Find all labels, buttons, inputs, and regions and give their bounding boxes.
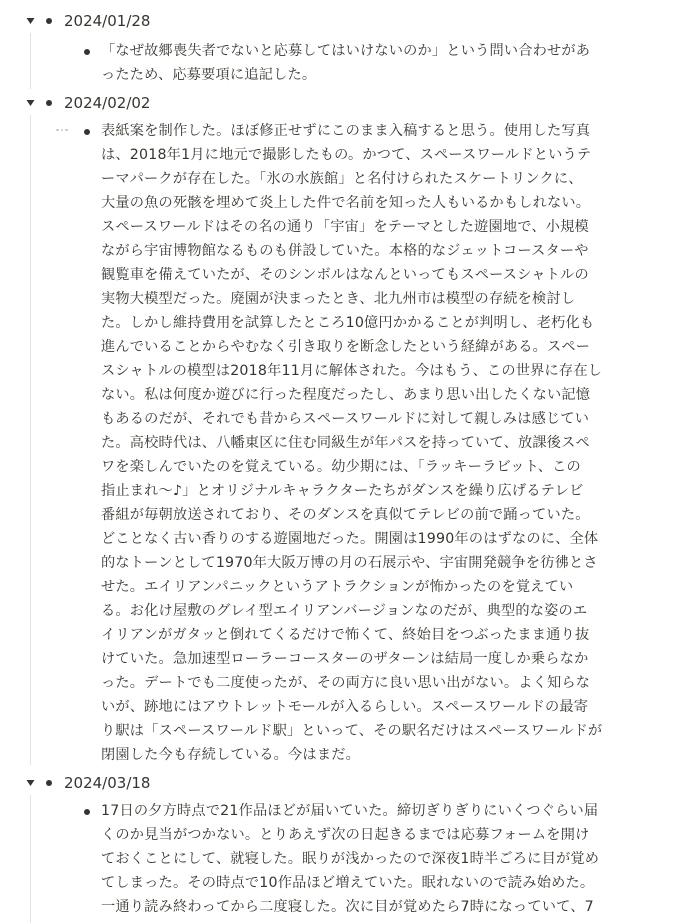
bullet-icon [84,809,90,815]
collapse-toggle-icon[interactable] [25,91,35,115]
item-text[interactable]: 「なぜ故郷喪失者でないと応募してはいけないのか」という問い合わせがあ ったため、応募要項に追記した。 [101,43,591,83]
collapse-toggle-icon[interactable] [25,9,35,33]
list-item[interactable] [0,799,673,919]
date-label: 2024/01/28 [64,12,151,30]
date-row[interactable] [0,9,673,33]
date-row[interactable] [0,771,673,795]
list-item[interactable] [0,119,673,767]
indent-guide [30,33,31,89]
collapse-toggle-icon[interactable] [25,771,35,795]
bullet-icon [46,18,52,24]
drag-handle-icon[interactable] [56,125,70,135]
list-item[interactable] [0,39,673,87]
date-label: 2024/02/02 [64,94,151,112]
date-entry [0,91,673,767]
indent-guide [30,795,31,923]
bullet-icon [46,780,52,786]
date-entry [0,9,673,87]
item-text[interactable]: 17日の夕方時点で21作品ほどが届いていた。締切ぎりぎりにいくつぐらい届 くのか見当がつかない。とりあえず次の日起きるまでは応募フォームを開け ておくことにして、就寝した。眠りが浅かったので深夜1時半ごろに目が覚め てしまった。その時点で10作品ほど増えていた。眠れないので読み始めた。 一通り読み終わってから二度寝した。次に目が覚めたら7時になっていて、7 [101,803,600,915]
date-row[interactable] [0,91,673,115]
bullet-icon [84,129,90,135]
indent-guide [30,115,31,765]
date-label: 2024/03/18 [64,774,151,792]
item-text[interactable]: 表紙案を制作した。ほぼ修正せずにこのまま入稿すると思う。使用した写真 は、2018年1月に地元で撮影したもの。かつて、スペースワールドというテ ーマパークが存在した。「氷の水族館」と名付けられたスケートリンクに、 大量の魚の死骸を埋めて炎上した件で名前を知った人もいるかもしれない。 スペースワールドはその名の通り「宇宙」をテーマとした遊園地で、小規模 ながら宇宙博物館なるものも併設していた。本格的なジェットコースターや 観覧車を備えていたが、そのシンボルはなんといってもスペースシャトルの 実物大模型だった。廃園が決まったとき、北九州市は模型の存続を検討し た。しかし維持費用を試算したところ10億円かかることが判明し、老朽化も 進んでいることからやむなく引き取りを断念したという経緯がある。スペー スシャトルの模型は2018年11月に解体された。今はもう、この世界に存在し ない。私は何度か遊びに行った程度だったし、あまり思い出したくない記憶 もあるのだが、それでも昔からスペースワールドに対して親しみは感じてい た。高校時代は、八幡東区に住む同級生が年パスを持っていて、放課後スペ ワを楽しんでいたのを覚えている。幼少期には、「ラッキーラビット、この 指止まれ〜♪」とオリジナルキャラクターたちがダンスを繰り広げるテレビ 番組が毎朝放送されており、そのダンスを真似てテレビの前で踊っていた。 どことなく古い香りのする遊園地だった。開園は1990年のはずなのに、全体 的なトーンとして1970年大阪万博の月の石展示や、宇宙開発競争を彷彿とさ せた。エイリアンパニックというアトラクションが怖かったのを覚えてい る。お化け屋敷のグレイ型エイリアンバージョンなのだが、典型的な姿のエ イリアンがガタッと倒れてくるだけで怖くて、終始目をつぶったまま通り抜 けていた。急加速型ローラーコースターのザターンは結局一度しか乗らなか った。デートでも二度使ったが、その両方に良い思い出がない。よく知らな いが、跡地にはアウトレットモールが入るらしい。スペースワールドの最寄 り駅は「スペースワールド駅」といって、その駅名だけはスペースワールドが 閉園した今も存続している。今はまだ。 [101,123,603,763]
bullet-icon [84,49,90,55]
bullet-icon [46,100,52,106]
date-entry [0,771,673,919]
